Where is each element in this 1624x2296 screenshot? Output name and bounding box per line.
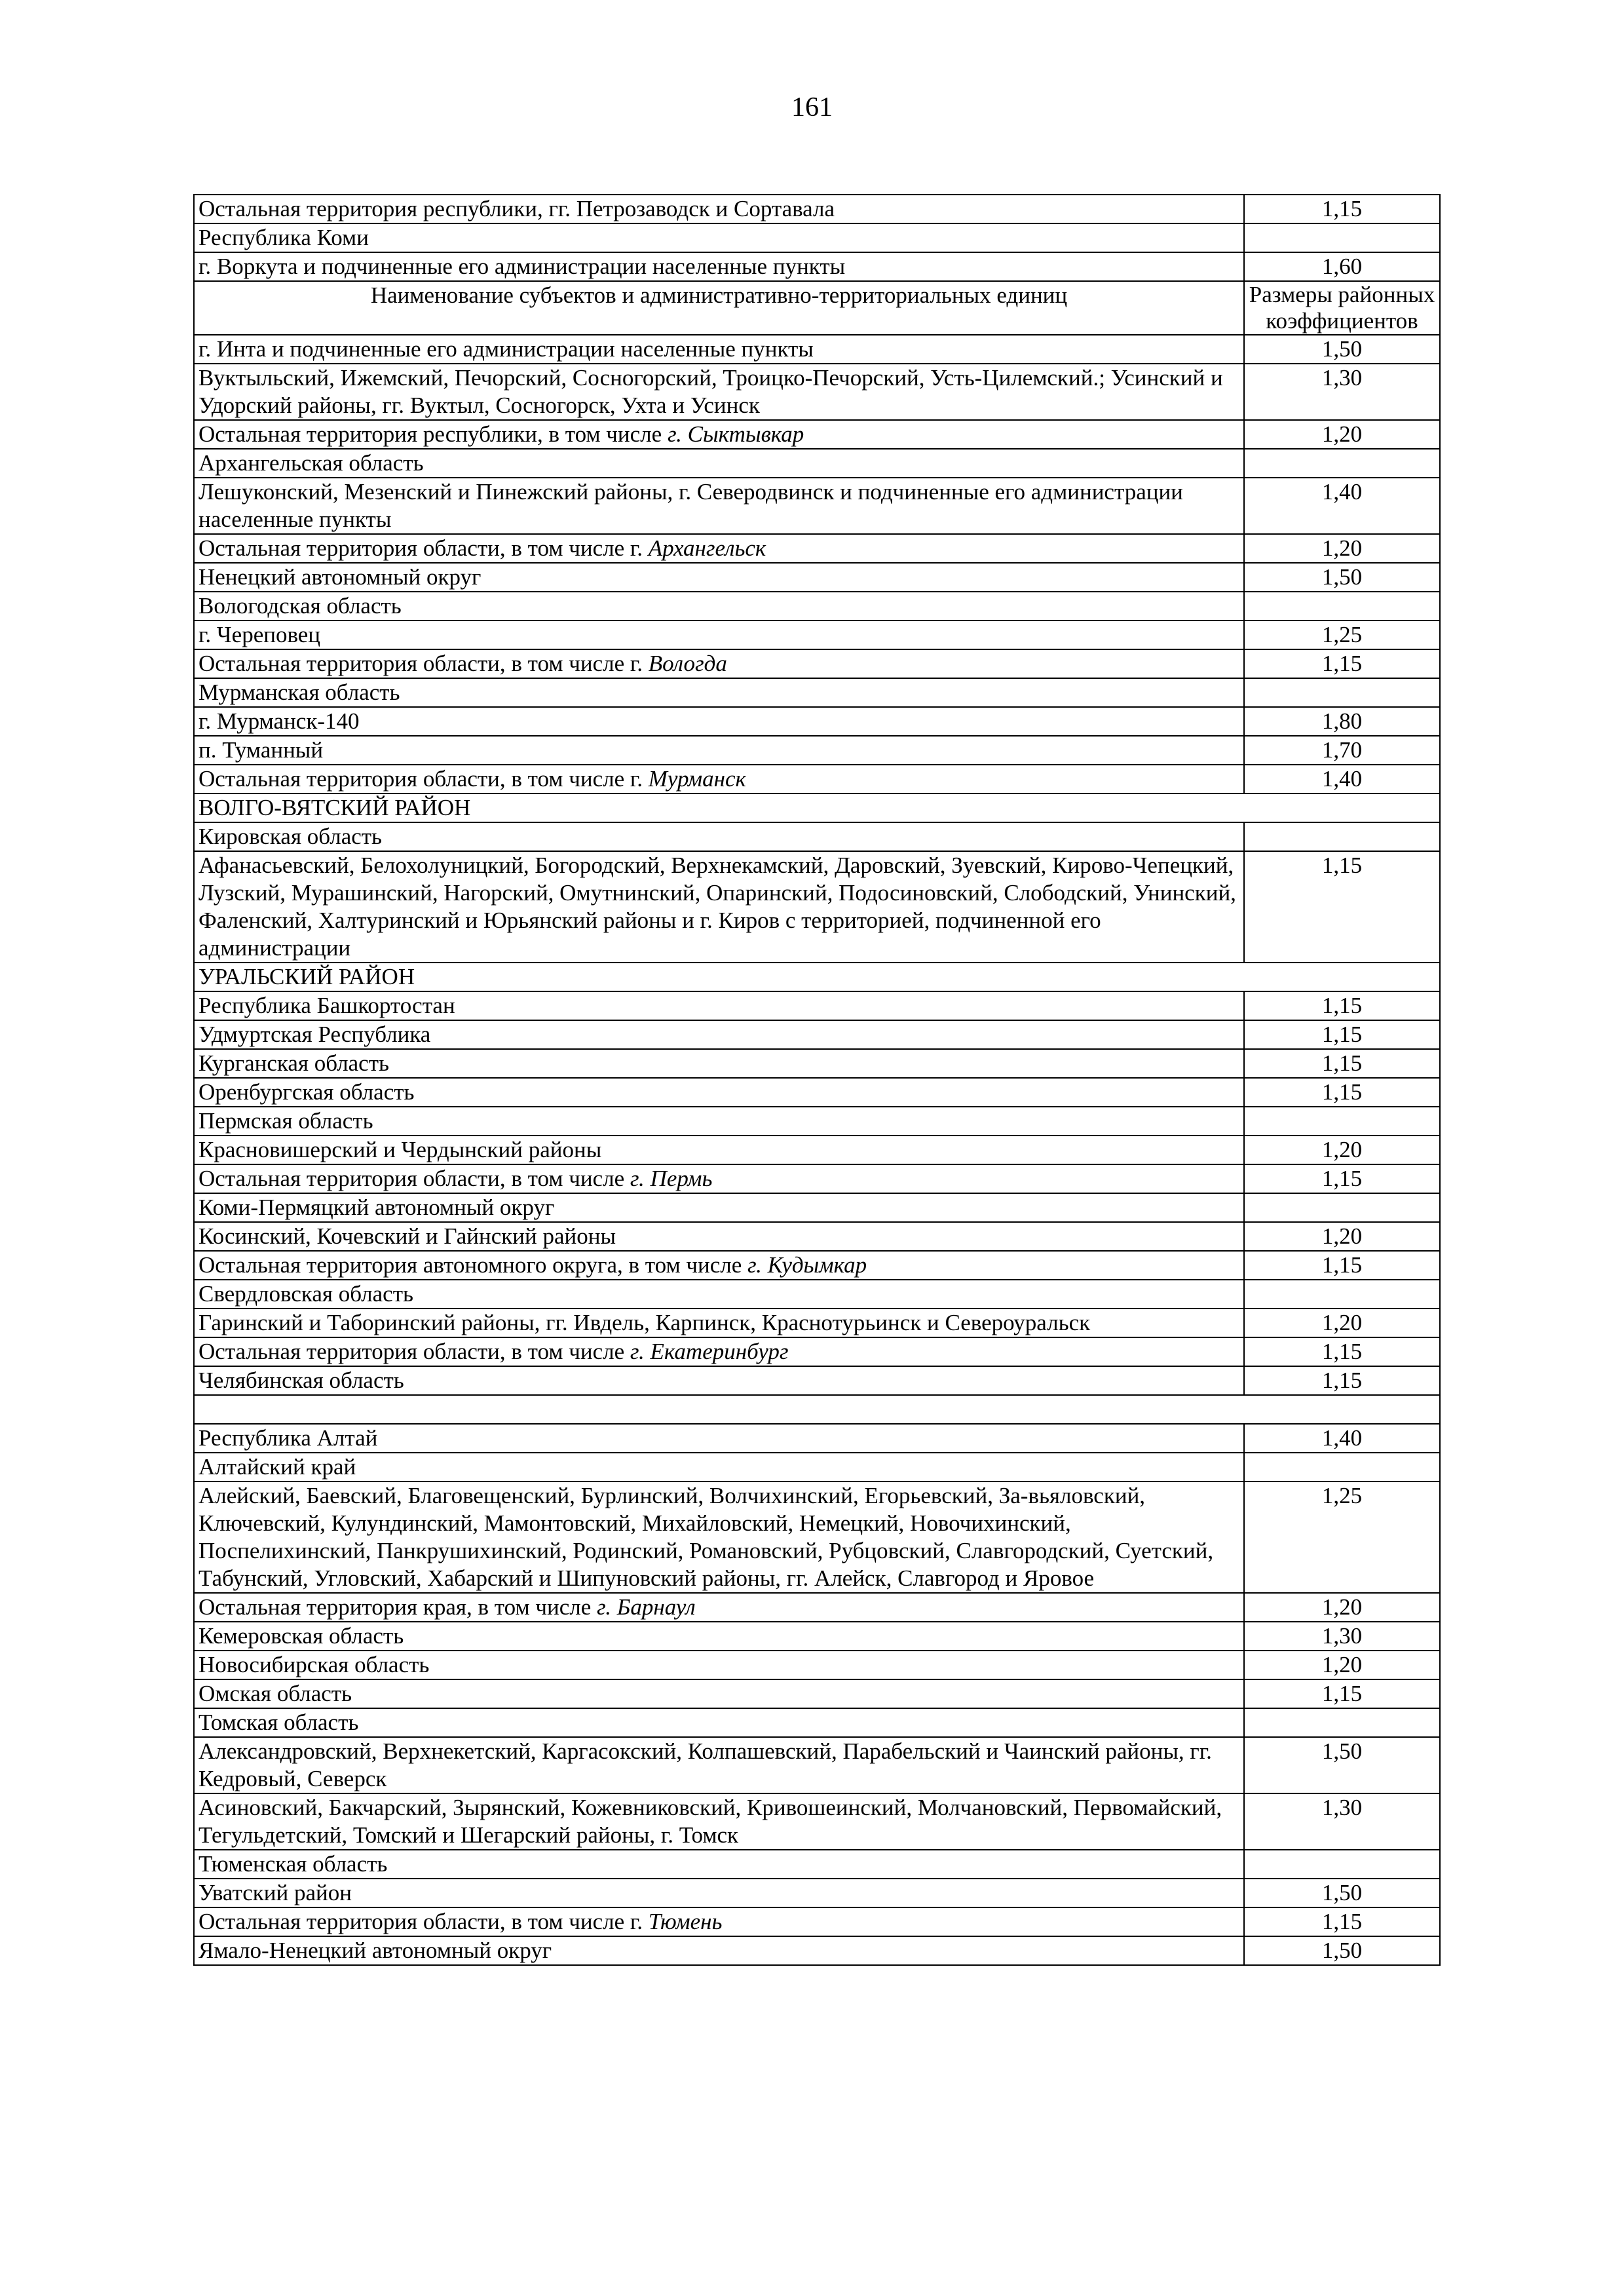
territory-name: Александровский, Верхнекетский, Каргасокский, Колпашевский, Парабельский и Чаинский районы, гг. Кедровый, Северск [198,1738,1212,1791]
coefficient-value: 1,40 [1244,765,1440,794]
territory-cell [194,736,1244,765]
section-title: ВОЛГО-ВЯТСКИЙ РАЙОН [194,794,1440,822]
coefficient-value: 1,20 [1244,1136,1440,1164]
coefficient-value: 1,20 [1244,534,1440,563]
territory-cell [194,649,1244,678]
table-row [194,1907,1440,1936]
table-row [194,1136,1440,1164]
territory-cell [194,1850,1244,1879]
city-name: г. Пермь [630,1166,713,1191]
coefficient-value: 1,30 [1244,1793,1440,1850]
table-row [194,1737,1440,1793]
territory-cell [194,449,1244,478]
table-row [194,1049,1440,1078]
table-row [194,534,1440,563]
header-value: Размеры районных коэффициентов [1244,281,1440,335]
territory-name: Тюменская область [198,1851,388,1877]
territory-name: Алтайский край [198,1454,356,1480]
territory-name: Остальная территория области, в том числе г. [198,651,643,676]
table-row [194,1280,1440,1309]
territory-cell [194,252,1244,281]
table-row [194,822,1440,851]
territory-name: Курганская область [198,1050,389,1076]
coefficient-value: 1,60 [1244,252,1440,281]
coefficient-value: 1,15 [1244,1078,1440,1107]
header-name: Наименование субъектов и административно-территориальных единиц [194,281,1244,335]
territory-cell [194,1793,1244,1850]
territory-cell [194,1078,1244,1107]
territory-name: Вологодская область [198,593,402,619]
territory-cell [194,1482,1244,1593]
table-row [194,364,1440,420]
territory-name: Республика Алтай [198,1425,378,1451]
territory-name: Мурманская область [198,679,400,705]
territory-name: Гаринский и Таборинский районы, гг. Ивдель, Карпинск, Краснотурьинск и Североуральск [198,1310,1091,1335]
territory-name: г. Инта и подчиненные его администрации населенные пункты [198,336,814,362]
table-row [194,649,1440,678]
territory-cell [194,1309,1244,1337]
city-name: г. Екатеринбург [630,1339,789,1364]
territory-name: Остальная территория области, в том числе г. [198,535,643,561]
table-row [194,678,1440,707]
table-row [194,1850,1440,1879]
table-row [194,1309,1440,1337]
territory-cell [194,1936,1244,1965]
territory-name: Вуктыльский, Ижемский, Печорский, Сосногорский, Троицко-Печорский, Усть-Цилемский.; Усинский и Удорский районы, гг. Вуктыл, Сосногорск, Ухта и Усинск [198,365,1223,418]
section-row [194,963,1440,991]
coefficient-value: 1,15 [1244,1907,1440,1936]
table-row [194,1482,1440,1593]
territory-cell [194,1651,1244,1679]
table-row [194,1879,1440,1907]
territory-name: Оренбургская область [198,1079,415,1105]
territory-cell [194,765,1244,794]
coefficient-value: 1,15 [1244,1366,1440,1395]
coefficient-value: 1,15 [1244,1679,1440,1708]
coefficient-value: 1,25 [1244,1482,1440,1593]
territory-name: Остальная территория области, в том числе г. [198,766,643,792]
coefficient-value: 1,50 [1244,1936,1440,1965]
territory-cell [194,1622,1244,1651]
territory-cell [194,1424,1244,1453]
table-row [194,1651,1440,1679]
table-row [194,1222,1440,1251]
coefficient-value [1244,822,1440,851]
territory-name: п. Туманный [198,737,324,763]
territory-name: Алейский, Баевский, Благовещенский, Бурлинский, Волчихинский, Егорьевский, За-вьяловский, Ключевский, Кулундинский, Мамонтовский, Михайловский, Немецкий, Новочихинский, Поспелихинский, Панкрушихинский, Родинский, Романовский, Рубцовский, Славгородский, Суетский, Табунский, Угловский, Хабарский и Шипуновский районы, гг. Алейск, Славгород и Яровое [198,1483,1214,1591]
territory-name: г. Мурманск-140 [198,708,360,734]
coefficient-value [1244,592,1440,621]
table-row [194,1107,1440,1136]
coefficient-value: 1,15 [1244,195,1440,223]
territory-cell [194,678,1244,707]
territory-cell [194,1366,1244,1395]
coefficient-value: 1,15 [1244,1251,1440,1280]
table-row [194,736,1440,765]
territory-cell [194,1251,1244,1280]
territory-name: Остальная территория республики, гг. Петрозаводск и Сортавала [198,196,835,221]
table-row [194,195,1440,223]
coefficient-value [1244,223,1440,252]
territory-name: Кировская область [198,824,383,849]
table-row [194,1679,1440,1708]
territory-cell [194,1453,1244,1482]
territory-cell [194,1222,1244,1251]
table-row [194,1337,1440,1366]
coefficient-value [1244,449,1440,478]
coefficient-value: 1,20 [1244,420,1440,449]
territory-name: Остальная территория области, в том числе [198,1339,625,1364]
territory-name: Омская область [198,1681,352,1706]
coefficient-value: 1,40 [1244,478,1440,534]
coefficient-value: 1,20 [1244,1651,1440,1679]
territory-name: Лешуконский, Мезенский и Пинежский районы, г. Северодвинск и подчиненные его администрации населенные пункты [198,479,1183,532]
coefficient-value [1244,1107,1440,1136]
section-row [194,794,1440,822]
coefficient-value [1244,1453,1440,1482]
territory-name: Остальная территория республики, в том числе [198,421,662,447]
table-row [194,1078,1440,1107]
territory-cell [194,563,1244,592]
blank-row [194,1395,1440,1424]
city-name: Тюмень [648,1909,723,1934]
table-row [194,1622,1440,1651]
territory-name: Ненецкий автономный округ [198,564,482,590]
territory-name: Удмуртская Республика [198,1022,431,1047]
city-name: Архангельск [648,535,766,561]
table-body [194,195,1440,1965]
territory-name: г. Череповец [198,622,321,647]
territory-cell [194,335,1244,364]
table-row [194,707,1440,736]
territory-cell [194,1679,1244,1708]
territory-name: Республика Коми [198,225,369,250]
territory-cell [194,851,1244,963]
territory-name: Коми-Пермяцкий автономный округ [198,1195,555,1220]
territory-name: Остальная территория области, в том числе г. [198,1909,643,1934]
table-row [194,1424,1440,1453]
territory-name: Остальная территория области, в том числе [198,1166,625,1191]
coefficient-value: 1,15 [1244,1164,1440,1193]
table-row [194,1453,1440,1482]
table-row [194,252,1440,281]
coefficient-value: 1,20 [1244,1593,1440,1622]
coefficient-value: 1,20 [1244,1222,1440,1251]
table-row [194,335,1440,364]
blank-cell [194,1395,1440,1424]
territory-name: Уватский район [198,1880,352,1905]
territory-cell [194,1907,1244,1936]
territory-cell [194,592,1244,621]
table-row [194,1020,1440,1049]
territory-cell [194,1049,1244,1078]
territory-cell [194,1708,1244,1737]
territory-cell [194,195,1244,223]
coefficient-value: 1,15 [1244,991,1440,1020]
territory-cell [194,1107,1244,1136]
territory-cell [194,822,1244,851]
table-row [194,1164,1440,1193]
table-row [194,563,1440,592]
territory-cell [194,534,1244,563]
regional-coefficients-table [193,194,1441,1966]
coefficient-value [1244,1708,1440,1737]
territory-cell [194,1164,1244,1193]
coefficient-value: 1,15 [1244,649,1440,678]
section-title: УРАЛЬСКИЙ РАЙОН [194,963,1440,991]
city-name: г. Кудымкар [747,1252,867,1278]
coefficient-value: 1,50 [1244,1879,1440,1907]
table-header-row [194,281,1440,335]
coefficient-value: 1,30 [1244,1622,1440,1651]
coefficient-value: 1,15 [1244,1020,1440,1049]
coefficient-value: 1,25 [1244,621,1440,649]
territory-cell [194,1193,1244,1222]
table-row [194,1793,1440,1850]
coefficient-value: 1,15 [1244,851,1440,963]
coefficient-value: 1,50 [1244,335,1440,364]
coefficient-value: 1,20 [1244,1309,1440,1337]
territory-cell [194,223,1244,252]
territory-cell [194,621,1244,649]
city-name: г. Сыктывкар [667,421,804,447]
coefficient-value: 1,50 [1244,563,1440,592]
table-row [194,1593,1440,1622]
territory-cell [194,1337,1244,1366]
table-row [194,851,1440,963]
territory-cell [194,1020,1244,1049]
territory-name: Свердловская область [198,1281,413,1307]
territory-cell [194,991,1244,1020]
coefficient-value [1244,1850,1440,1879]
coefficient-value [1244,678,1440,707]
territory-name: Кемеровская область [198,1623,404,1649]
territory-cell [194,1737,1244,1793]
coefficient-value: 1,40 [1244,1424,1440,1453]
table-row [194,1936,1440,1965]
territory-name: Афанасьевский, Белохолуницкий, Богородский, Верхнекамский, Даровский, Зуевский, Кирово-Чепецкий, Лузский, Мурашинский, Нагорский, Омутнинский, Опаринский, Подосиновский, Слободский, Унинский, Фаленский, Халтуринский и Юрьянский районы и г. Киров с территорией, подчиненной его администрации [198,852,1236,961]
coefficient-value: 1,15 [1244,1337,1440,1366]
table-row [194,1708,1440,1737]
table-row [194,223,1440,252]
coefficient-value: 1,80 [1244,707,1440,736]
coefficient-value: 1,70 [1244,736,1440,765]
city-name: Вологда [648,651,727,676]
table-row [194,420,1440,449]
territory-cell [194,1593,1244,1622]
table-row [194,478,1440,534]
territory-cell [194,707,1244,736]
table-row [194,1251,1440,1280]
territory-name: Остальная территория края, в том числе [198,1594,592,1620]
territory-name: Остальная территория автономного округа, в том числе [198,1252,742,1278]
territory-cell [194,364,1244,420]
coefficient-value: 1,30 [1244,364,1440,420]
territory-cell [194,478,1244,534]
coefficient-value [1244,1280,1440,1309]
territory-cell [194,1280,1244,1309]
city-name: г. Барнаул [597,1594,696,1620]
table-row [194,449,1440,478]
table-row [194,765,1440,794]
table-row [194,592,1440,621]
coefficient-value: 1,15 [1244,1049,1440,1078]
territory-name: Архангельская область [198,450,424,476]
territory-cell [194,420,1244,449]
territory-name: г. Воркута и подчиненные его администрации населенные пункты [198,254,846,279]
territory-name: Пермская область [198,1108,373,1134]
table-row [194,991,1440,1020]
territory-name: Челябинская область [198,1368,404,1393]
territory-name: Косинский, Кочевский и Гайнский районы [198,1223,616,1249]
table-row [194,1366,1440,1395]
page-number: 161 [791,92,833,123]
territory-name: Асиновский, Бакчарский, Зырянский, Кожевниковский, Кривошеинский, Молчановский, Первомайский, Тегульдетский, Томский и Шегарский районы, г. Томск [198,1795,1222,1848]
coefficient-value: 1,50 [1244,1737,1440,1793]
territory-cell [194,1879,1244,1907]
territory-cell [194,1136,1244,1164]
territory-name: Республика Башкортостан [198,993,455,1018]
city-name: Мурманск [648,766,746,792]
table-row [194,1193,1440,1222]
territory-name: Новосибирская область [198,1652,430,1677]
table-row [194,621,1440,649]
territory-name: Томская область [198,1710,359,1735]
territory-name: Ямало-Ненецкий автономный округ [198,1938,552,1963]
territory-name: Красновишерский и Чердынский районы [198,1137,602,1162]
coefficient-value [1244,1193,1440,1222]
